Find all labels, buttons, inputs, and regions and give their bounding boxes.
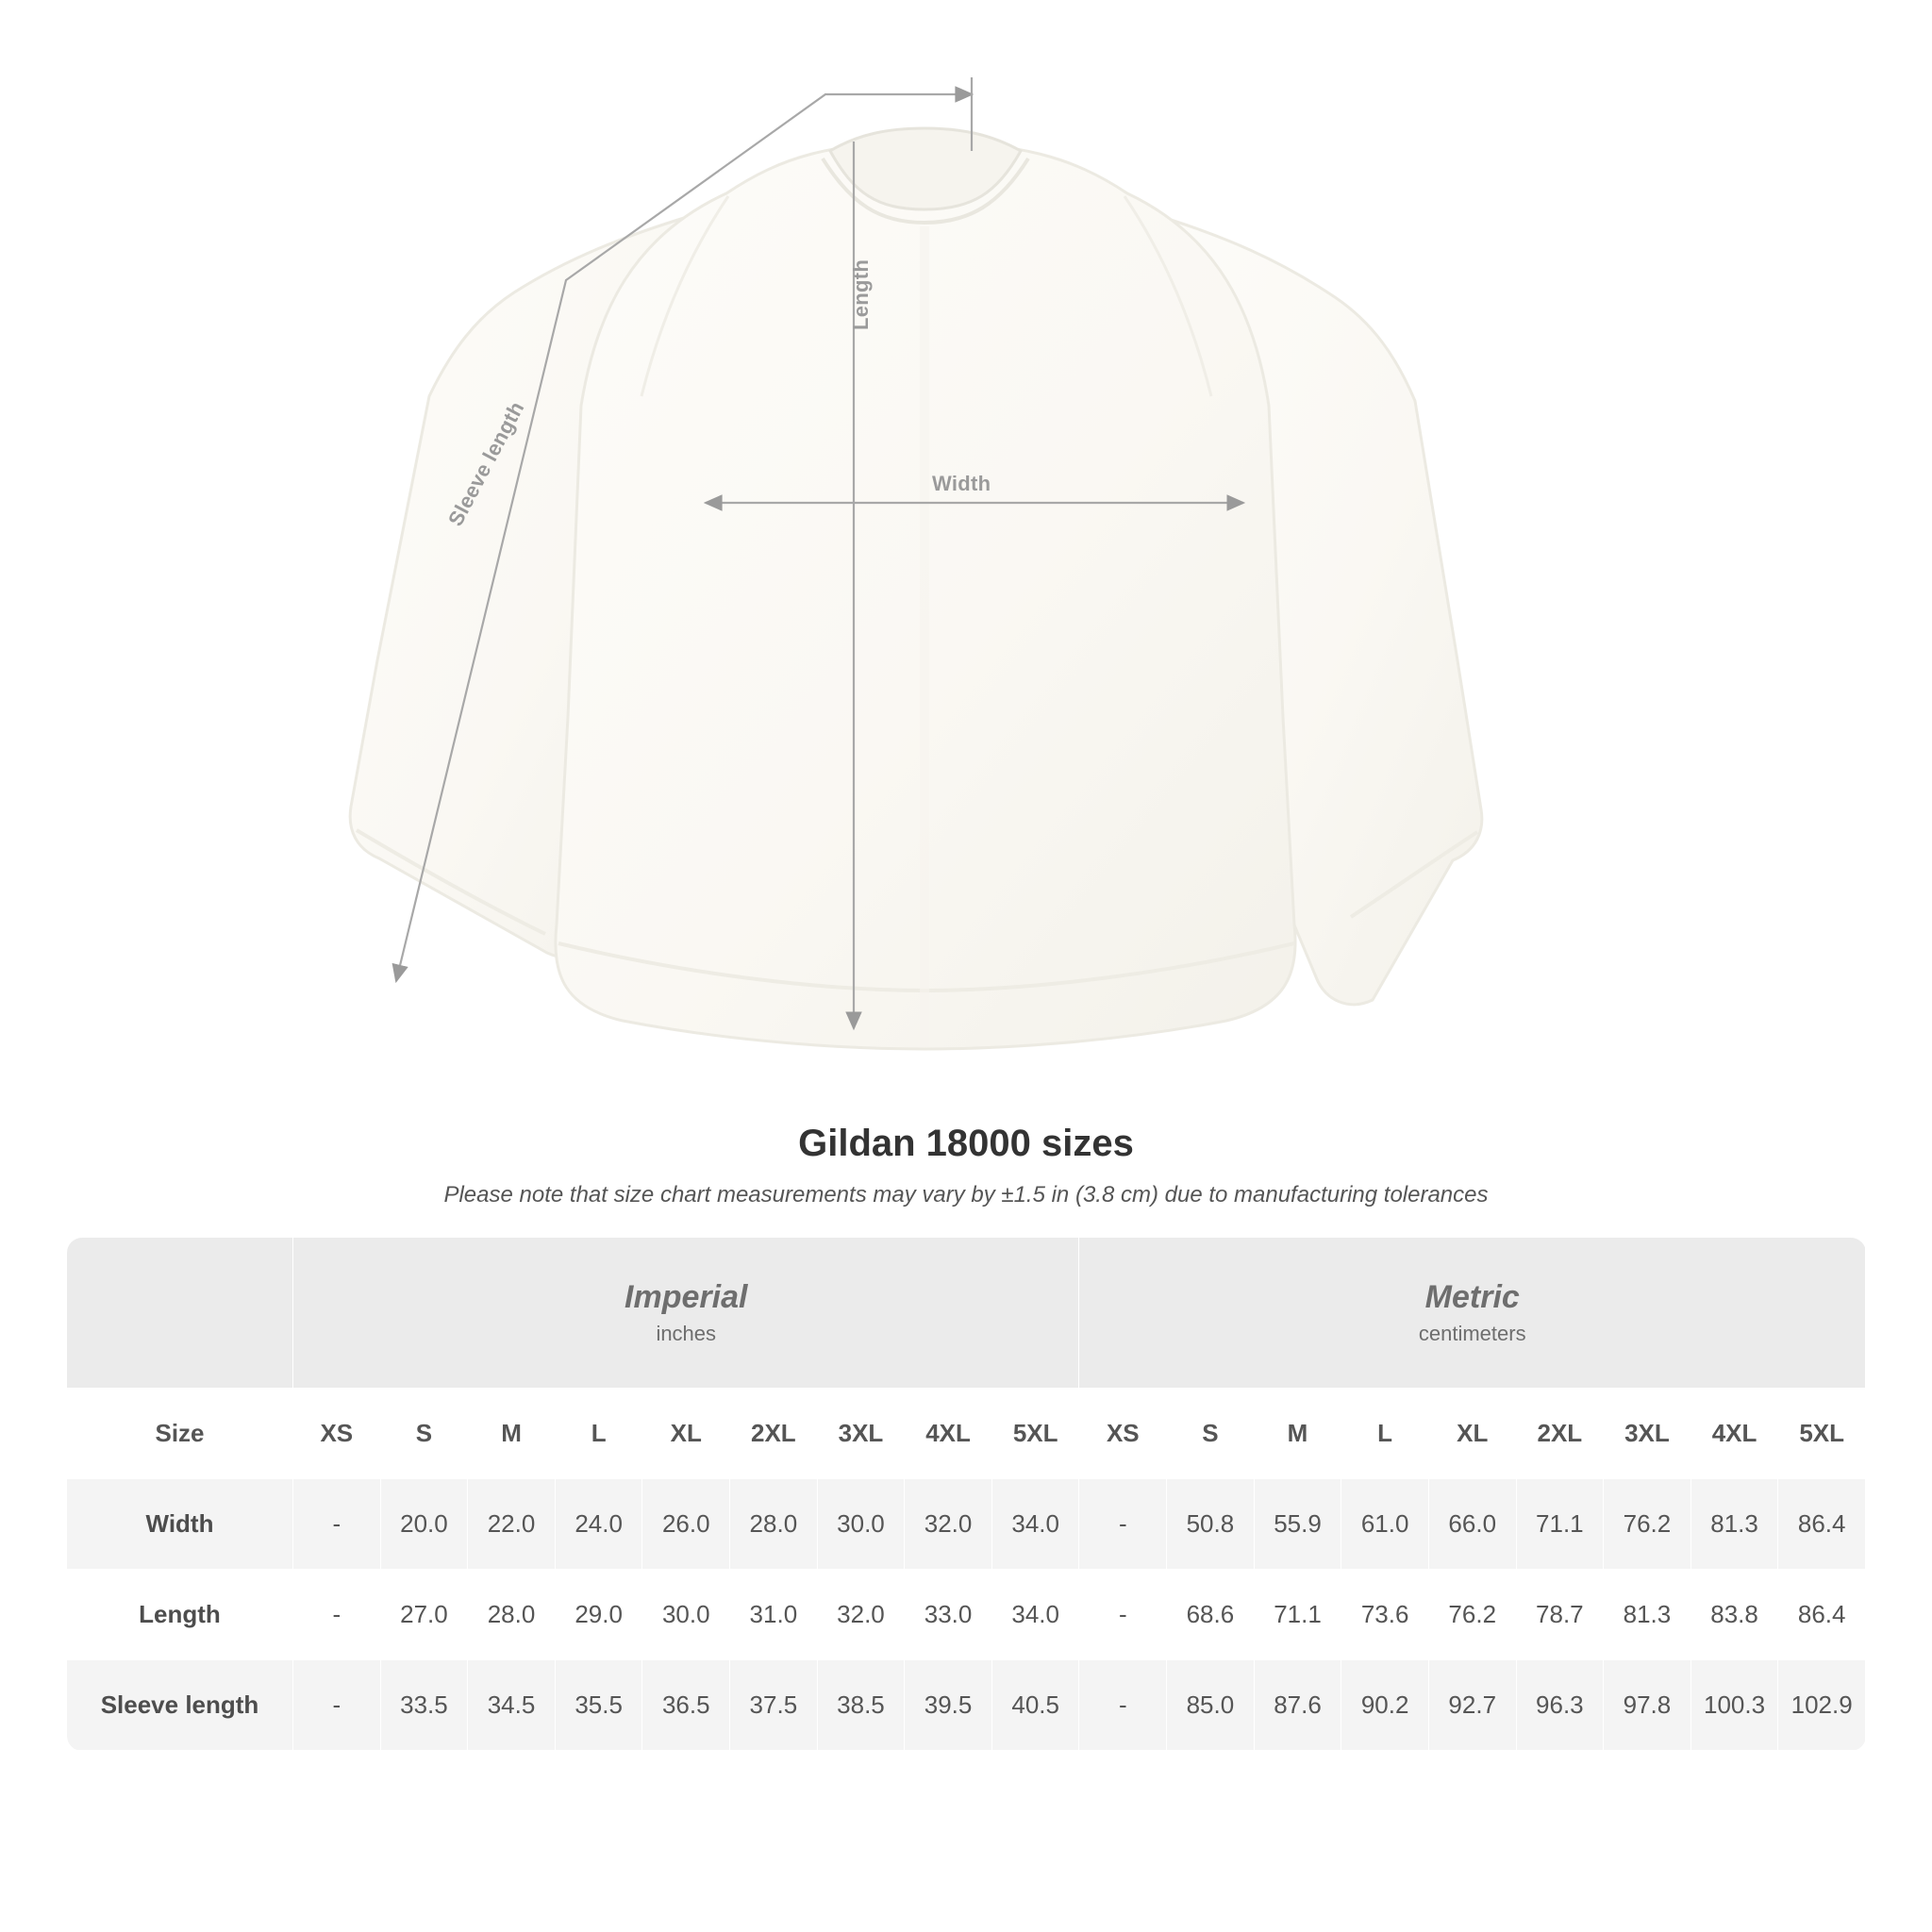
measurement-cell: 81.3 <box>1690 1479 1778 1570</box>
unit-group-imperial <box>293 1238 1079 1389</box>
measurement-cell: 30.0 <box>817 1479 905 1570</box>
measurement-cell: 30.0 <box>642 1570 730 1660</box>
measurement-cell: 36.5 <box>642 1660 730 1751</box>
measurement-cell: 71.1 <box>1516 1479 1604 1570</box>
size-header-label: Size <box>67 1389 293 1479</box>
measurement-cell: 92.7 <box>1428 1660 1516 1751</box>
size-header-cell: S <box>1167 1389 1255 1479</box>
measurement-cell: 100.3 <box>1690 1660 1778 1751</box>
measurement-row-label: Length <box>67 1570 293 1660</box>
tolerance-note: Please note that size chart measurements may vary by ±1.5 in (3.8 cm) due to manufacturing tolerances <box>443 1182 1489 1208</box>
unit-header-row <box>67 1238 1866 1389</box>
measurement-cell: 96.3 <box>1516 1660 1604 1751</box>
measurement-cell: 50.8 <box>1167 1479 1255 1570</box>
size-header-cell: M <box>468 1389 556 1479</box>
measurement-cell: 37.5 <box>730 1660 818 1751</box>
measurement-cell: 78.7 <box>1516 1570 1604 1660</box>
measurement-cell: 86.4 <box>1778 1570 1866 1660</box>
size-header-cell: XL <box>1428 1389 1516 1479</box>
length-dimension-label: Length <box>849 258 873 330</box>
measurement-cell: 85.0 <box>1167 1660 1255 1751</box>
unit-group-metric <box>1079 1238 1866 1389</box>
size-header-cell: 3XL <box>817 1389 905 1479</box>
size-header-cell: 3XL <box>1604 1389 1691 1479</box>
unit-header-spacer <box>67 1238 293 1389</box>
measurement-cell: 83.8 <box>1690 1570 1778 1660</box>
size-header-cell: 5XL <box>991 1389 1079 1479</box>
unit-group-subtitle: centimeters <box>1418 1322 1526 1346</box>
measurement-cell: 73.6 <box>1341 1570 1429 1660</box>
size-table <box>66 1237 1866 1751</box>
measurement-cell: 34.5 <box>468 1660 556 1751</box>
measurement-cell: 86.4 <box>1778 1479 1866 1570</box>
measurement-cell: 76.2 <box>1604 1479 1691 1570</box>
measurement-cell: - <box>293 1479 381 1570</box>
measurement-cell: 22.0 <box>468 1479 556 1570</box>
measurement-row-label: Sleeve length <box>67 1660 293 1751</box>
measurement-cell: 68.6 <box>1167 1570 1255 1660</box>
measurement-cell: 34.0 <box>991 1479 1079 1570</box>
measurement-cell: 33.0 <box>905 1570 992 1660</box>
size-header-cell: 4XL <box>905 1389 992 1479</box>
sleeve-length-dimension-label: Sleeve length <box>443 397 529 530</box>
measurement-cell: 29.0 <box>555 1570 642 1660</box>
size-header-cell: 5XL <box>1778 1389 1866 1479</box>
measurement-cell: 81.3 <box>1604 1570 1691 1660</box>
table-row <box>67 1660 1866 1751</box>
measurement-cell: 38.5 <box>817 1660 905 1751</box>
size-header-cell: M <box>1254 1389 1341 1479</box>
measurement-cell: 39.5 <box>905 1660 992 1751</box>
measurement-cell: - <box>1079 1479 1167 1570</box>
measurement-cell: 102.9 <box>1778 1660 1866 1751</box>
size-header-cell: L <box>1341 1389 1429 1479</box>
measurement-cell: 35.5 <box>555 1660 642 1751</box>
width-dimension-label: Width <box>932 472 991 495</box>
measurement-cell: 76.2 <box>1428 1570 1516 1660</box>
measurement-cell: 87.6 <box>1254 1660 1341 1751</box>
title-block <box>0 1123 1932 1208</box>
measurement-cell: 24.0 <box>555 1479 642 1570</box>
measurement-cell: - <box>1079 1570 1167 1660</box>
measurement-cell: 40.5 <box>991 1660 1079 1751</box>
size-table-wrapper <box>66 1237 1866 1751</box>
size-header-cell: 2XL <box>1516 1389 1604 1479</box>
sweatshirt-shape <box>350 128 1482 1049</box>
measurement-cell: 97.8 <box>1604 1660 1691 1751</box>
unit-group-title: Metric <box>1424 1278 1520 1315</box>
size-header-cell: L <box>555 1389 642 1479</box>
size-header-cell: XL <box>642 1389 730 1479</box>
size-header-cell: 2XL <box>730 1389 818 1479</box>
measurement-cell: 33.5 <box>380 1660 468 1751</box>
measurement-cell: 27.0 <box>380 1570 468 1660</box>
measurement-cell: - <box>293 1660 381 1751</box>
measurement-cell: - <box>293 1570 381 1660</box>
measurement-cell: 66.0 <box>1428 1479 1516 1570</box>
measurement-cell: 28.0 <box>730 1479 818 1570</box>
table-row <box>67 1570 1866 1660</box>
unit-group-subtitle: inches <box>656 1322 717 1346</box>
measurement-cell: 34.0 <box>991 1570 1079 1660</box>
size-header-row <box>67 1389 1866 1479</box>
measurement-cell: 32.0 <box>817 1570 905 1660</box>
unit-group-title: Imperial <box>625 1278 748 1315</box>
measurement-cell: 32.0 <box>905 1479 992 1570</box>
measurement-cell: 71.1 <box>1254 1570 1341 1660</box>
measurement-cell: 90.2 <box>1341 1660 1429 1751</box>
measurement-cell: - <box>1079 1660 1167 1751</box>
measurement-row-label: Width <box>67 1479 293 1570</box>
measurement-cell: 55.9 <box>1254 1479 1341 1570</box>
measurement-cell: 61.0 <box>1341 1479 1429 1570</box>
measurement-cell: 28.0 <box>468 1570 556 1660</box>
measurement-cell: 31.0 <box>730 1570 818 1660</box>
size-header-cell: S <box>380 1389 468 1479</box>
measurement-cell: 26.0 <box>642 1479 730 1570</box>
size-header-cell: XS <box>1079 1389 1167 1479</box>
size-header-cell: 4XL <box>1690 1389 1778 1479</box>
measurement-cell: 20.0 <box>380 1479 468 1570</box>
page-title: Gildan 18000 sizes <box>798 1123 1134 1164</box>
table-row <box>67 1479 1866 1570</box>
size-header-cell: XS <box>293 1389 381 1479</box>
